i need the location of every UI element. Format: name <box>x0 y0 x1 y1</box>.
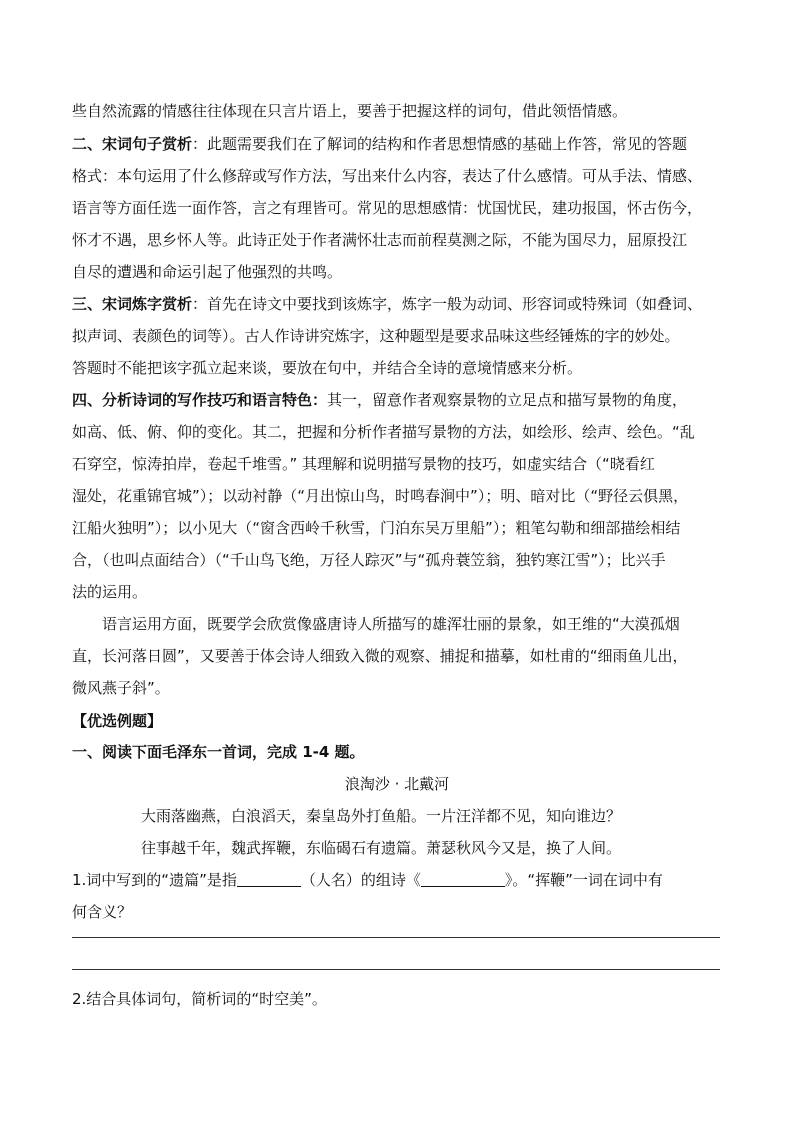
paragraph-line: 怀才不遇，思乡怀人等。此诗正处于作者满怀壮志而前程莫测之际，不能为国尽力，屈原投江 <box>72 231 688 249</box>
section-heading: 三、宋词炼字赏析 <box>72 295 193 313</box>
question-heading: 一、阅读下面毛泽东一首词，完成 1-4 题。 <box>72 743 365 761</box>
paragraph-line: 二、宋词句子赏析：此题需要我们在了解词的结构和作者思想情感的基础上作答，常见的答题 <box>72 135 688 153</box>
section-heading: 四、分析诗词的写作技巧和语言特色： <box>72 391 328 409</box>
section-heading: 二、宋词句子赏析 <box>72 135 193 153</box>
paragraph-line: 如高、低、俯、仰的变化。其二，把握和分析作者描写景物的方法，如绘形、绘声、绘色。“乱 <box>72 423 695 441</box>
question-1-line2: 何含义？ <box>72 903 133 921</box>
answer-line[interactable] <box>72 969 720 970</box>
paragraph-line: 微风燕子斜”。 <box>72 679 170 697</box>
paragraph-line: 法的运用。 <box>72 583 148 601</box>
answer-blank-title[interactable] <box>421 872 505 887</box>
paragraph-line: 格式：本句运用了什么修辞或写作方法，写出来什么内容，表达了什么感情。可从手法、情感、 <box>72 167 703 185</box>
paragraph-line: 答题时不能把该字孤立起来谈，要放在句中，并结合全诗的意境情感来分析。 <box>72 359 583 377</box>
paragraph-line: 四、分析诗词的写作技巧和语言特色：其一，留意作者观察景物的立足点和描写景物的角度， <box>72 391 688 409</box>
paragraph-line: 语言等方面任选一面作答，言之有理皆可。常见的思想感情：忧国忧民，建功报国，怀古伤今， <box>72 199 703 217</box>
poem-line: 往事越千年，魏武挥鞭，东临碣石有遗篇。萧瑟秋风今又是，换了人间。 <box>141 839 622 857</box>
answer-blank-name[interactable] <box>237 872 301 887</box>
paragraph-line: 自尽的遭遇和命运引起了他强烈的共鸣。 <box>72 263 343 281</box>
paragraph-line: 拟声词、表颜色的词等）。古人作诗讲究炼字，这种题型是要求品味这些经锤炼的字的妙处。 <box>72 327 680 345</box>
paragraph-line: 三、宋词炼字赏析：首先在诗文中要找到该炼字，炼字一般为动词、形容词或特殊词（如叠词、 <box>72 295 703 313</box>
paragraph-line: 石穿空，惊涛拍岸，卷起千堆雪。” 其理解和说明描写景物的技巧，如虚实结合（“晓看红 <box>72 455 655 473</box>
question-1: 1.词中写到的“遗篇”是指 （人名）的组诗《 》。“挥鞭”一词在词中有 <box>72 871 663 889</box>
paragraph-line: 合，（也叫点面结合）（“千山鸟飞绝，万径人踪灭”与“孤舟蓑笠翁，独钓寒江雪”）；比兴手 <box>72 551 666 569</box>
section-title: 【优选例题】 <box>72 712 163 730</box>
poem-line: 大雨落幽燕，白浪滔天，秦皇岛外打鱼船。一片汪洋都不见，知向谁边？ <box>141 807 622 825</box>
paragraph-line: 语言运用方面，既要学会欣赏像盛唐诗人所描写的雄浑壮丽的景象，如王维的“大漠孤烟 <box>102 615 680 633</box>
paragraph-line: 江船火独明”）；以小见大（“窗含西岭千秋雪，门泊东吴万里船”）；粗笔勾勒和细部描绘相结 <box>72 519 681 537</box>
answer-line[interactable] <box>72 937 720 938</box>
poem-title: 浪淘沙 · 北戴河 <box>344 775 450 793</box>
paragraph-line: 湿处，花重锦官城”）；以动衬静（“月出惊山鸟，时鸣春涧中”）；明、暗对比（“野径云俱黑， <box>72 487 689 505</box>
paragraph-line: 些自然流露的情感往往体现在只言片语上，要善于把握这样的词句，借此领悟情感。 <box>72 102 628 120</box>
question-2: 2.结合具体词句，简析词的“时空美”。 <box>72 990 327 1008</box>
paragraph-line: 直，长河落日圆”，又要善于体会诗人细致入微的观察、捕捉和描摹，如杜甫的“细雨鱼儿出， <box>72 647 688 665</box>
